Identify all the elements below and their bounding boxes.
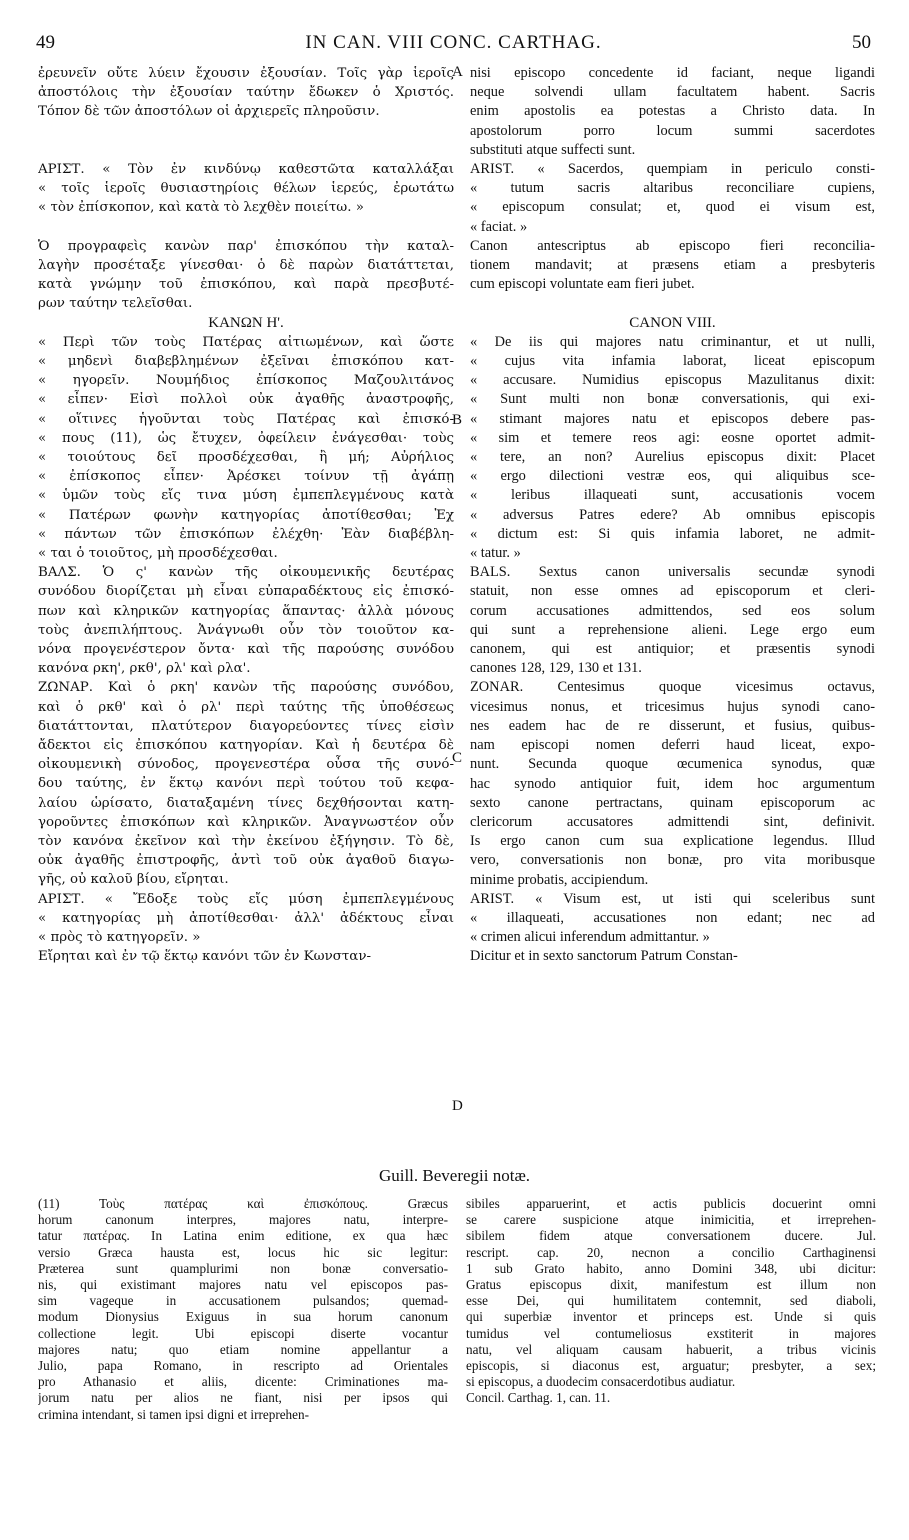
latin-text-line: qui sunt a reprehensione alieni. Lege ergo eum <box>470 621 875 638</box>
greek-text-line: ΑΡΙΣΤ. « Ἔδοξε τοὺς εἴς μύση ἐμπεπλεγμένους <box>38 891 454 907</box>
note-text-line: majores natu; quo etiam nomine appellantur a <box>38 1341 448 1357</box>
greek-text-line: τὸν κανόνα ἐκεῖνον καὶ τὴν ἐκείνου ἐξήγησιν. Τὸ δὲ, <box>38 834 454 850</box>
note-text-line: pro Athanasio et aliis, dicente: Criminationes ma- <box>38 1374 448 1390</box>
greek-text-line: Τόπον δὲ τῶν ἀποστόλων οἱ ἀρχιερεῖς πληροῦσιν. <box>38 104 380 120</box>
note-text-line: crimina intendant, si tamen ipsi digni et irreprehen- <box>38 1406 309 1422</box>
greek-text-line: « ηγορεῖν. Νουμήδιος ἐπίσκοπος Μαζουλιτάνος <box>38 373 454 389</box>
latin-text-line: neque solvendi ullam facultatem habent. Sacris <box>470 84 875 101</box>
greek-text-line: « οἵτινες ἡγοῦνται τοὺς Πατέρας καὶ ἐπισκό- <box>38 411 454 427</box>
latin-text-line: Canon antescriptus ab episcopo fieri reconcilia- <box>470 237 875 254</box>
greek-text-line: ΑΡΙΣΤ. « Τὸν ἐν κινδύνῳ καθεστῶτα καταλλάξαι <box>38 161 454 177</box>
greek-text-line: γῆς, οὐ καλοῦ βίου, εἴρηται. <box>38 872 229 888</box>
latin-text-line: nunt. Secunda quoque œcumenica synodus, quæ <box>470 756 875 773</box>
note-text-line: tumidus vel contumeliosus exstiterit in majores <box>466 1325 876 1341</box>
greek-text-line: « πάντων τῶν ἐπισκόπων ἐλέχθη· Ἐὰν διαβέβλη- <box>38 526 454 542</box>
greek-text-line: « Πατέρων φωνὴν κατηγορίας ἀποτίθεσθαι; Ἐχ <box>38 507 454 523</box>
greek-text-line: Εἴρηται καὶ ἐν τῷ ἕκτῳ κανόνι τῶν ἐν Κωνσταν- <box>38 949 371 965</box>
greek-text-line: οἰκουμενικὴ σύνοδος, προγενεστέρα οὖσα τῆς συνό- <box>38 757 454 773</box>
latin-text-line: « adversus Patres edere? Ab omnibus episcopis <box>470 506 875 523</box>
latin-text-line: « tere, an non? Aurelius episcopus dixit: Placet <box>470 449 875 466</box>
latin-text-line: nam episcopi nomen deferri haud liceat, expo- <box>470 737 875 754</box>
note-text-line: si episcopus, a duodecim consacerdotibus audiatur. <box>466 1374 736 1390</box>
latin-text-line: « tatur. » <box>470 545 521 562</box>
greek-text-line: Ὁ προγραφεὶς κανὼν παρ' ἐπισκόπου τὴν καταλ- <box>38 238 454 254</box>
greek-text-line: « ται ὁ τοιοῦτος, μὴ προσδέχεσθαι. <box>38 546 278 562</box>
note-text-line: tatur πατέρας. In Latina enim editione, ex qua hæc <box>38 1228 448 1244</box>
note-text-line: modum Dionysius Exiguus in sua horum canonum <box>38 1309 448 1325</box>
latin-text-line: « Sunt multi non bonæ conversationis, qui exi- <box>470 391 875 408</box>
greek-text-line: κανόνα ρκη', ρκθ', ρλ' καὶ ρλα'. <box>38 661 251 677</box>
greek-text-line: δου ταύτης, ἐν ἕκτῳ κανόνι περὶ τούτου τοῦ κεφα- <box>38 776 454 792</box>
latin-text-line: Dicitur et in sexto sanctorum Patrum Constan- <box>470 948 738 965</box>
notes-left-column <box>38 1196 448 1423</box>
latin-text-line: apostolorum porro locum summi sacerdotes <box>470 122 875 139</box>
greek-text-line: ΒΑΛΣ. Ὁ ς' κανὼν τῆς οἰκουμενικῆς δευτέρας <box>38 565 454 581</box>
latin-text-line: « ergo dilectioni vestræ eos, qui aliquibus sce- <box>470 468 875 485</box>
margin-letter-b: B <box>452 412 463 428</box>
latin-text-line: sexto canone pertractans, quinam episcoporum ac <box>470 794 875 811</box>
note-text-line: sibilem fidem atque conversationem ducere. Jul. <box>466 1228 876 1244</box>
note-text-line: Julio, papa Romano, in rescripto ad Orientales <box>38 1358 448 1374</box>
latin-text-line: « faciat. » <box>470 218 528 235</box>
latin-text-line: « tutum sacris altaribus reconciliare cupiens, <box>470 180 875 197</box>
latin-text-line: tionem mandavit; at præsens etiam a presbyteris <box>470 257 875 274</box>
running-header <box>36 32 871 56</box>
greek-text-line: « τὸν ἐπίσκοπον, καὶ κατὰ τὸ λεχθὲν ποιείτω. » <box>38 200 364 216</box>
greek-text-line: « πρὸς τὸ κατηγορεῖν. » <box>38 930 201 946</box>
canon-heading: CANON VIII. <box>629 314 716 331</box>
greek-text-line: « τοιούτους δεῖ προσδέχεσθαι, ἢ μή; Αὐρήλιος <box>38 450 454 466</box>
greek-text-line: « Περὶ τῶν τοὺς Πατέρας αἰτιωμένων, καὶ ὥστε <box>38 334 454 350</box>
note-text-line: episcopis, si diaconus est, arguatur; presbyter, a sex; <box>466 1358 876 1374</box>
blank-line <box>470 294 875 313</box>
greek-text-line: λαίου ὡρίσατο, διαταξαμένη τίνες δεχθήσονται κατη- <box>38 795 454 811</box>
greek-text-line: διατάττονται, πλατύτερον διαγορεύοντες τίνες εἰσὶν <box>38 718 454 734</box>
note-text-line: nis, qui existimant majores natu vel episcopos pas- <box>38 1277 448 1293</box>
latin-text-line: nisi episcopo concedente id faciant, neque ligandi <box>470 65 875 81</box>
greek-text-line: ΖΩΝΑΡ. Καὶ ὁ ρκη' κανὼν τῆς παρούσης συνόδου, <box>38 680 454 696</box>
note-text-line: versio Græca hausta est, locus hic sic legitur: <box>38 1244 448 1260</box>
page-number-right: 50 <box>852 32 871 53</box>
latin-text-line: canonem, qui est antiquior; et præsentis synodi <box>470 641 875 658</box>
note-text-line: rescript. cap. 20, necnon a concilio Carthaginensi <box>466 1244 876 1260</box>
latin-text-line: « dictum est: Si quis infamia laboret, ne admit- <box>470 525 875 542</box>
latin-text-line: minime probatis, accipiendum. <box>470 871 649 888</box>
greek-text-line: ἐρευνεῖν οὔτε λύειν ἔχουσιν ἐξουσίαν. Τοῖς γὰρ ἱεροῖς <box>38 66 454 81</box>
latin-text-line: BALS. Sextus canon universalis secundæ synodi <box>470 564 875 581</box>
note-text-line: Præterea sunt quamplurimi non bonæ conversatio- <box>38 1260 448 1276</box>
greek-text-line: ρων ταύτην τελεῖσθαι. <box>38 296 193 312</box>
latin-text-line: statuit, non esse omnes ad episcoporum et cleri- <box>470 583 875 600</box>
notes-title: Guill. Beveregii notæ. <box>378 1166 531 1185</box>
latin-text-line: canones 128, 129, 130 et 131. <box>470 660 642 677</box>
latin-text-line: « illaqueati, accusationes non edant; nec ad <box>470 909 875 926</box>
latin-text-line: vicesimus nonus, et tricesimus hujus synodi cano- <box>470 698 875 715</box>
greek-text-line: ἀποστόλοις τὴν ἐξουσίαν ταύτην ἔδωκεν ὁ Χριστός. <box>38 85 454 101</box>
margin-letter-d: D <box>452 1098 463 1114</box>
greek-text-line: « ἐπίσκοπος εἶπεν· Ἀρέσκει τοίνυν τῇ ἀγάπῃ <box>38 469 454 485</box>
greek-text-line: « κατηγορίας μὴ ἀποτίθεσθαι· ἀλλ' ἀδέκτους εἶναι <box>38 910 454 926</box>
latin-text-line: « sim et temere reos agi: eosne oportet admit- <box>470 429 875 446</box>
latin-text-line: ZONAR. Centesimus quoque vicesimus octavus, <box>470 679 875 696</box>
note-text-line: qui superbiæ inventor et princeps est. Unde si quis <box>466 1309 876 1325</box>
latin-text-line: Is ergo canon cum sua explicatione legendus. Illud <box>470 833 875 850</box>
note-text-line: horum canonum interpres, majores natu, interpre- <box>38 1212 448 1228</box>
greek-text-line: τοὺς ἀνεπιλήπτους. Ἀνάγνωθι οὖν τὸν τοιοῦτον κα- <box>38 622 454 638</box>
greek-text-line: πων καὶ κληρικῶν κατηγορίας ἅπαντας· ἀλλὰ μόνους <box>38 603 454 619</box>
note-text-line: natu, vel aliquam causam habuerit, a tribus vicinis <box>466 1341 876 1357</box>
greek-text-line: « πους (11), ὡς ἔτυχεν, ὀφείλειν ἐνάγεσθαι· τοὺς <box>38 430 454 446</box>
latin-text-line: ARIST. « Visum est, ut isti qui sceleribus sunt <box>470 890 875 907</box>
greek-text-line: κατὰ γνώμην τοῦ ἐπισκόπου, καὶ παρὰ πρεσβυτέ- <box>38 277 454 293</box>
greek-text-line: καὶ ὁ ρκθ' καὶ ὁ ρλ' περὶ ταύτης τῆς ὑποθέσεως <box>38 699 454 715</box>
note-text-line: Gratus episcopus dixit, manifestum est illum non <box>466 1277 876 1293</box>
latin-text-line: vero, conversationis non bonæ, pro vita moribusque <box>470 852 875 869</box>
note-text-line: sibiles apparuerint, et actis publicis docuerint omni <box>466 1196 876 1211</box>
greek-text-line: « εἶπεν· Εἰσὶ πολλοὶ οὐκ ἀγαθῆς ἀναστροφῆς, <box>38 392 454 408</box>
latin-text-line: cum episcopi voluntate eam fieri jubet. <box>470 276 695 293</box>
notes-right-column <box>466 1196 876 1407</box>
latin-text-line: « stimant majores natu et episcopos debere pas- <box>470 410 875 427</box>
blank-line <box>38 141 454 160</box>
greek-text-line: λαγὴν προσέταξε γίνεσθαι· ὁ δὲ παρὼν διατάττεται, <box>38 257 454 273</box>
latin-text-line: « accusare. Numidius episcopus Mazulitanus dixit: <box>470 372 875 389</box>
greek-column <box>38 64 454 967</box>
note-text-line: esse Dei, qui humilitatem contemnit, sed diaboli, <box>466 1293 876 1309</box>
blank-line <box>38 122 454 141</box>
greek-text-line: « τοῖς ἱεροῖς θυσιαστηρίοις θέλων ἱερεύς, ἐρωτάτω <box>38 181 454 197</box>
greek-text-line: συνόδου διορίζεται μὴ εἶναι εὐπαραδέκτους εἰς ἐπισκό- <box>38 584 454 600</box>
latin-text-line: « crimen alicui inferendum admittantur. » <box>470 929 710 946</box>
note-text-line: sim vageque in accusationem pulsandos; quemad- <box>38 1293 448 1309</box>
running-title: IN CAN. VIII CONC. CARTHAG. <box>305 32 602 53</box>
margin-letter-c: C <box>452 750 463 766</box>
note-text-line: se carere suspicione atque inimicitia, et irreprehen- <box>466 1212 876 1228</box>
greek-text-line: « ὑμῶν τοὺς εἴς τινα μύση ἐμπεπλεγμένους κατὰ <box>38 488 454 504</box>
greek-text-line: ἄδεκτοι εἰς ἐπισκόπου κατηγορίαν. Καὶ ἡ δευτέρα δὲ <box>38 738 454 754</box>
greek-text-line: νόνα προγενέστερον ὄντα· καὶ τῆς παρούσης συνόδου <box>38 642 454 658</box>
note-text-line: 1 sub Grato habito, anno Domini 348, ubi dicitur: <box>466 1260 876 1276</box>
greek-text-line: οὐκ ἀγαθῆς ἐπιστροφῆς, ἀντὶ τοῦ οὐκ ἀγαθοῦ διαγω- <box>38 853 454 869</box>
greek-text-line: γοροῦντες ἐπισκόπων καὶ κληρικῶν. Ἀναγνωστέον οὖν <box>38 814 454 830</box>
page-number-left: 49 <box>36 32 55 53</box>
latin-text-line: « episcopum consulat; et, quod ei visum est, <box>470 199 875 216</box>
latin-text-line: « De iis qui majores natu criminantur, et ut nulli, <box>470 333 875 350</box>
latin-column <box>470 64 875 967</box>
latin-text-line: corum accusationes admittendos, sed eos solum <box>470 602 875 619</box>
latin-text-line: substituti atque suffecti sunt. <box>470 141 636 158</box>
latin-text-line: enim apostolis ea potestas a Christo data. In <box>470 103 875 120</box>
latin-text-line: « cujus vita infamia laborat, liceat episcopum <box>470 353 875 370</box>
note-text-line: Concil. Carthag. 1, can. 11. <box>466 1390 611 1406</box>
note-text-line: jorum natu per alios ne fiant, nisi per ipsos qui <box>38 1390 448 1406</box>
latin-text-line: « leribus illaqueati sunt, accusationis vocem <box>470 487 875 504</box>
latin-text-line: hac synodo antiquior fuit, idem hoc argumentum <box>470 775 875 792</box>
note-text-line: (11) Τοὺς πατέρας καὶ ἐπισκόπους. Græcus <box>38 1196 448 1211</box>
note-text-line: collectione legit. Ubi episcopi diserte vocantur <box>38 1325 448 1341</box>
canon-heading: ΚΑΝΩΝ Η'. <box>208 314 284 331</box>
margin-letter-a: A <box>452 64 463 80</box>
blank-line <box>38 218 454 237</box>
greek-text-line: « μηδενὶ διαβεβλημένων ἐξεῖναι ἐπισκόπου κατ- <box>38 354 454 369</box>
latin-text-line: clericorum accusatores admittendi sint, definivit. <box>470 813 875 830</box>
latin-text-line: nes eadem hac de re disserunt, et fusius, quibus- <box>470 717 875 734</box>
latin-text-line: ARIST. « Sacerdos, quempiam in periculo consti- <box>470 161 875 178</box>
